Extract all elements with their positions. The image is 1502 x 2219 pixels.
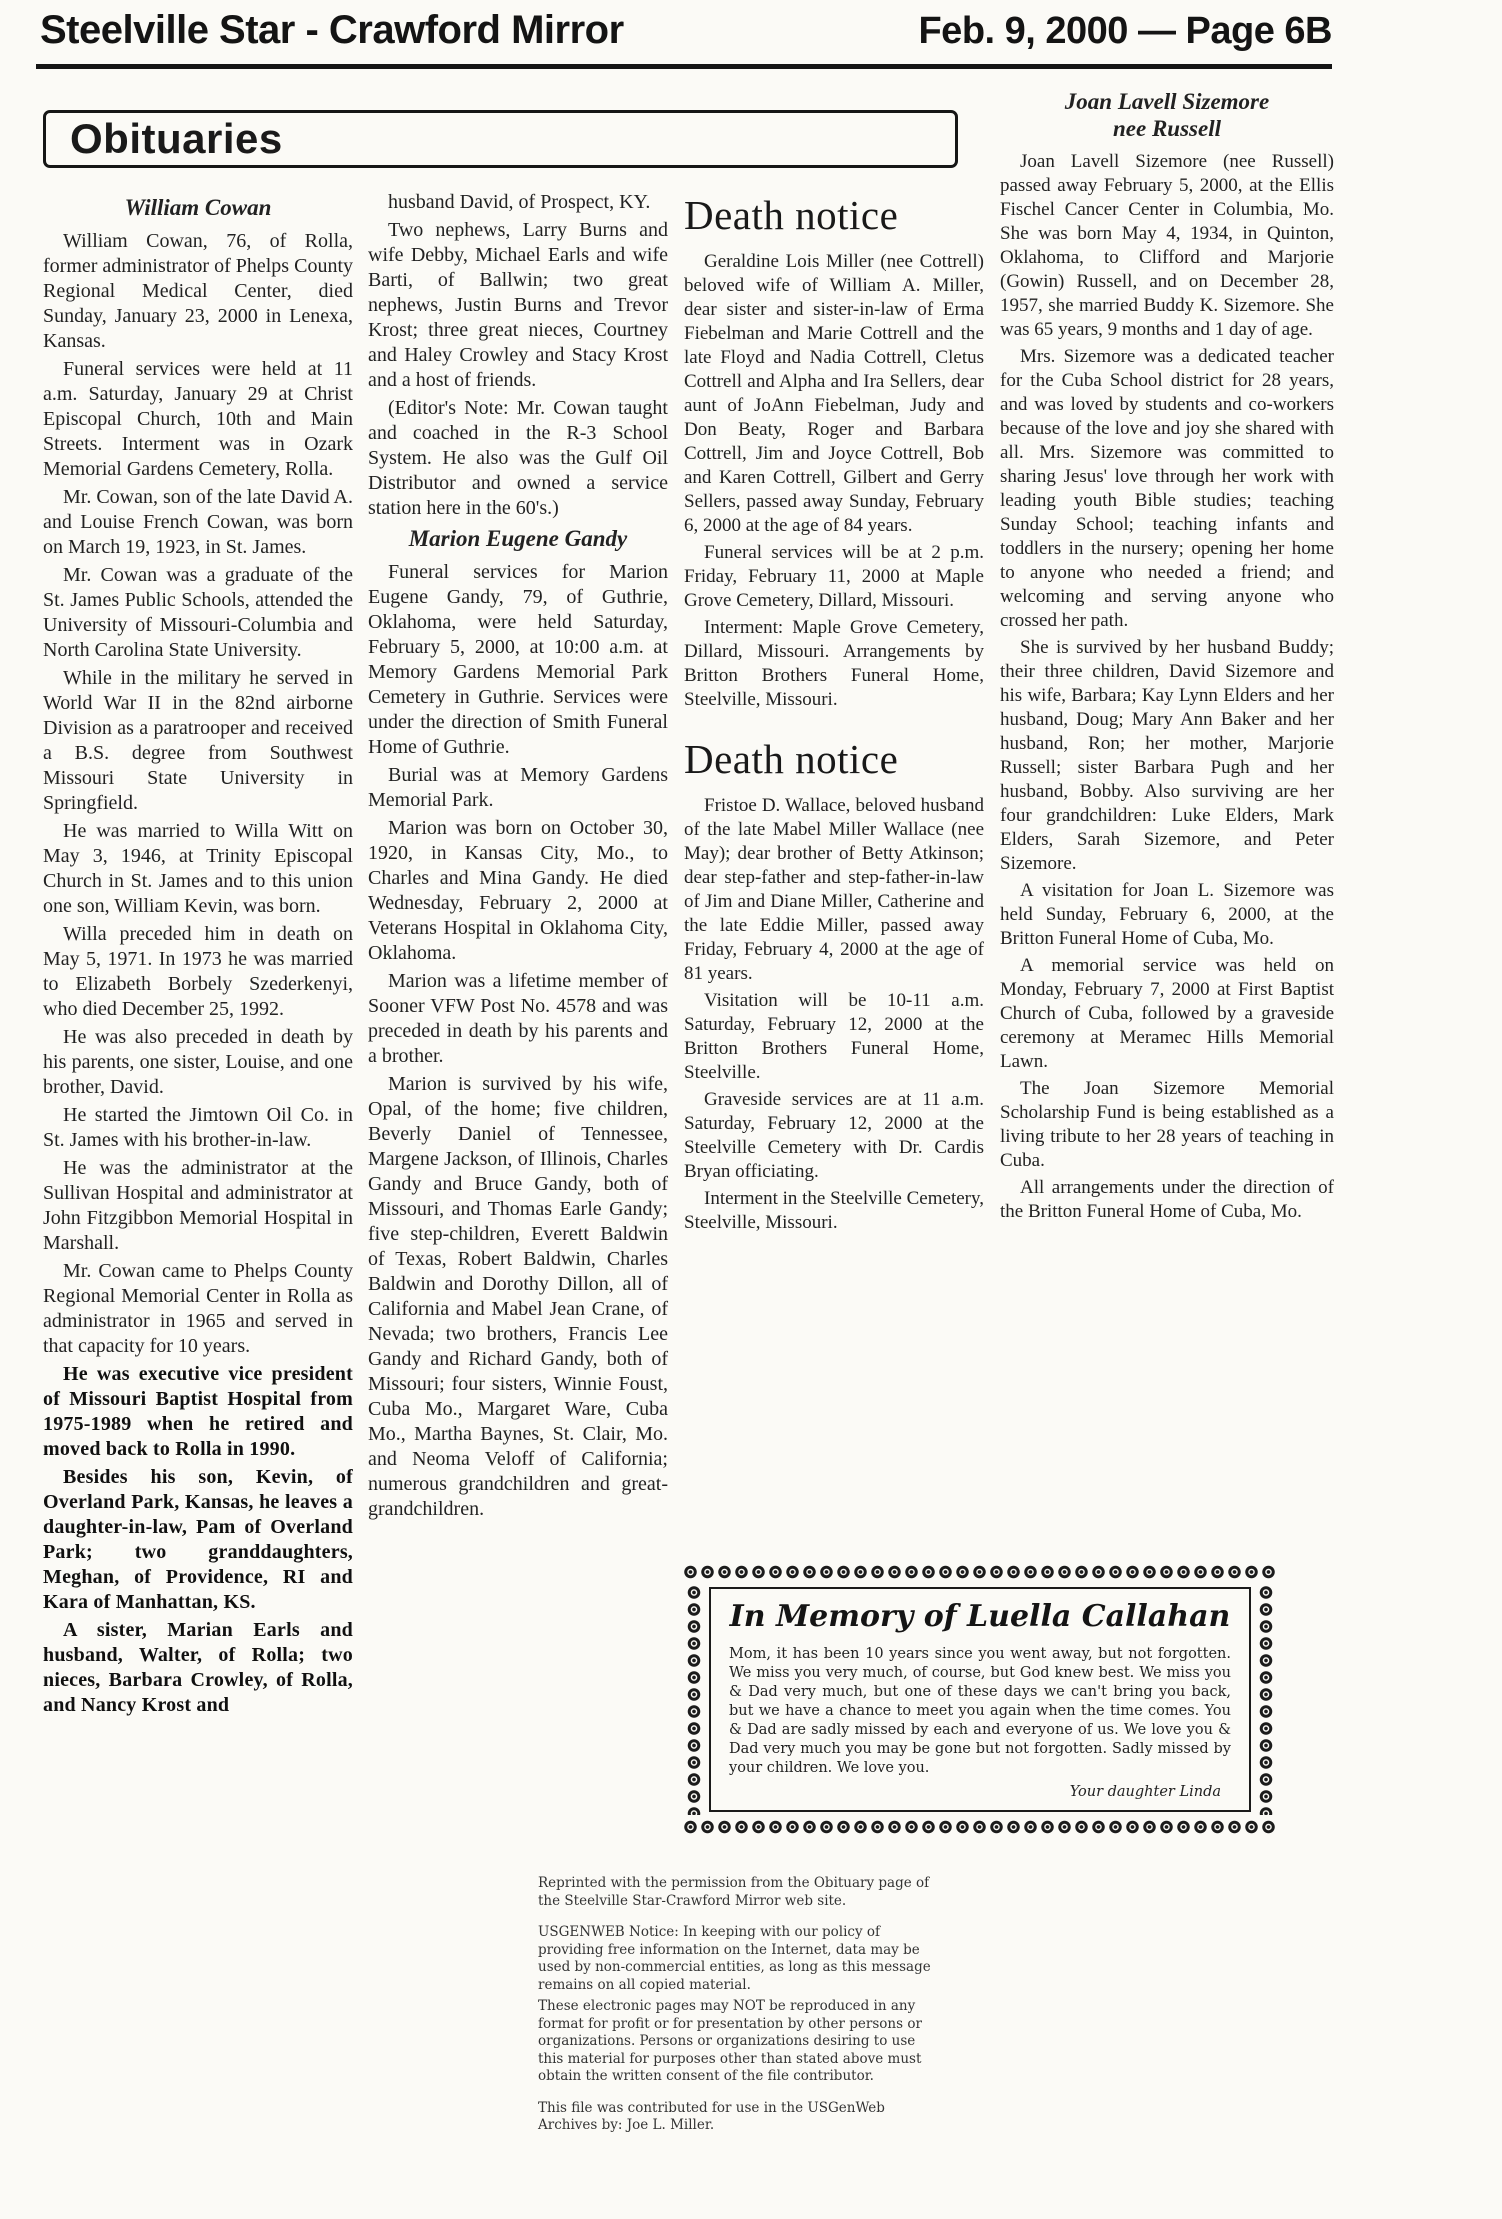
paragraph: Marion was a lifetime member of Sooner VFW Post No. 4578 and was preceded in death by his parents and a brother. xyxy=(368,970,668,1067)
ornamental-border-right xyxy=(1254,1584,1278,1815)
newspaper-title: Steelville Star - Crawford Mirror xyxy=(40,8,624,52)
column-william-cowan xyxy=(43,190,353,1721)
paragraph: husband David, of Prospect, KY. xyxy=(388,191,651,213)
archive-footnotes xyxy=(538,1875,938,2149)
heading-line-2: nee Russell xyxy=(1113,116,1221,141)
column-cowan-continuation-and-gandy xyxy=(368,190,668,1525)
paragraph: He was also preceded in death by his parents, one sister, Louise, and one brother, David. xyxy=(43,1026,353,1098)
paragraph: This file was contributed for use in the USGenWeb Archives by: Joe L. Miller. xyxy=(538,2099,885,2133)
column-death-notices xyxy=(684,190,984,1238)
paragraph: Funeral services will be at 2 p.m. Friday, February 11, 2000 at Maple Grove Cemetery, Dillard, Missouri. xyxy=(684,542,984,611)
paragraph: Two nephews, Larry Burns and wife Debby, Michael Earls and wife Barti, of Ballwin; two great nephews, Justin Burns and Trevor Krost; three great nieces, Courtney and Haley Crowley and Stacy Krost and a host of friends. xyxy=(368,219,668,391)
paragraph: Marion is survived by his wife, Opal, of the home; five children, Beverly Daniel of Tennessee, Margene Jackson, of Illinois, Charles Gandy and Bruce Gandy, both of Missouri, and Thomas Earle Gandy; five step-children, Everett Baldwin of Texas, Robert Baldwin, Charles Baldwin and Dorothy Dillon, all of California and Mabel Jean Crane, of Nevada; two brothers, Francis Lee Gandy and Richard Gandy, both of Missouri; four sisters, Winnie Foust, Cuba Mo., Margaret Ware, Cuba Mo., Martha Baynes, St. Clair, Mo. and Neoma Veloff of California; numerous grandchildren and great-grandchildren. xyxy=(368,1073,668,1520)
obituary-heading-marion-gandy: Marion Eugene Gandy xyxy=(408,526,628,551)
memorial-title: In Memory of Luella Callahan xyxy=(729,1599,1231,1634)
masthead-rule xyxy=(36,64,1332,69)
paragraph: Funeral services for Marion Eugene Gandy, 79, of Guthrie, Oklahoma, were held Saturday, February 5, 2000, at 10:00 a.m. at Memory Gardens Memorial Park Cemetery in Guthrie. Services were under the direction of Smith Funeral Home of Guthrie. xyxy=(368,561,668,758)
paragraph: He was the administrator at the Sullivan Hospital and administrator at John Fitzgibbon Memorial Hospital in Marshall. xyxy=(43,1157,353,1254)
death-notice-heading-wallace: Death notice xyxy=(684,736,899,782)
paragraph: Mrs. Sizemore was a dedicated teacher for the Cuba School district for 28 years, and was loved by students and co-workers because of the love and joy she shared with all. Mrs. Sizemore was committed to sharing Jesus' love through her work with leading youth Bible studies; teaching Sunday School; teaching infants and toddlers in the nursery; opening her home to anyone who needed a friend; and welcoming and serving anyone who crossed her path. xyxy=(1000,346,1334,631)
paragraph: Funeral services were held at 11 a.m. Saturday, January 29 at Christ Episcopal Church, 10th and Main Streets. Interment was in Ozark Memorial Gardens Cemetery, Rolla. xyxy=(43,358,353,480)
paragraph: Joan Lavell Sizemore (nee Russell) passed away February 5, 2000, at the Ellis Fischel Cancer Center in Columbia, Mo. She was born May 4, 1934, in Quinton, Oklahoma, to Clifford and Marjorie (Gowin) Russell, and on December 28, 1957, she married Buddy K. Sizemore. She was 65 years, 9 months and 1 day of age. xyxy=(1000,151,1334,340)
ornamental-border-left xyxy=(682,1584,706,1815)
memorial-middle xyxy=(682,1584,1278,1815)
paragraph: (Editor's Note: Mr. Cowan taught and coached in the R-3 School System. He also was the Gulf Oil Distributor and owned a service station here in the 60's.) xyxy=(368,397,668,519)
paragraph: USGENWEB Notice: In keeping with our policy of providing free information on the Internet, data may be used by non-commercial entities, as long as this message remains on all copied material. xyxy=(538,1924,931,1993)
memorial-inner xyxy=(709,1587,1251,1812)
paragraph: Graveside services are at 11 a.m. Saturday, February 12, 2000 at the Steelville Cemetery with Dr. Cardis Bryan officiating. xyxy=(684,1089,984,1182)
section-title: Obituaries xyxy=(70,115,283,162)
death-notice-body-miller xyxy=(684,250,984,712)
death-notice-body-wallace xyxy=(684,794,984,1235)
paragraph: Marion was born on October 30, 1920, in Kansas City, Mo., to Charles and Mina Gandy. He died Wednesday, February 2, 2000 at Veterans Hospital in Oklahoma City, Oklahoma. xyxy=(368,817,668,964)
paragraph: Fristoe D. Wallace, beloved husband of the late Mabel Miller Wallace (nee May); dear brother of Betty Atkinson; dear step-father and step-father-in-law of Jim and Diane Miller, Catherine and the late Eddie Miller, passed away Friday, February 4, 2000 at the age of 81 years. xyxy=(684,795,984,984)
ornamental-border-top xyxy=(682,1560,1278,1584)
masthead xyxy=(40,8,1332,53)
memorial-box xyxy=(682,1560,1278,1839)
obituary-body-joan-sizemore xyxy=(1000,150,1334,1224)
paragraph: Willa preceded him in death on May 5, 1971. In 1973 he was married to Elizabeth Borbely Szederkenyi, who died December 25, 1992. xyxy=(43,923,353,1020)
obituaries-section-header xyxy=(43,110,958,168)
ornamental-border-bottom xyxy=(682,1815,1278,1839)
paragraph: He was married to Willa Witt on May 3, 1946, at Trinity Episcopal Church in St. James and to this union one son, William Kevin, was born. xyxy=(43,820,353,917)
paragraph: He started the Jimtown Oil Co. in St. James with his brother-in-law. xyxy=(43,1104,353,1151)
obituary-body-cowan-continuation xyxy=(368,190,668,521)
paragraph: Mr. Cowan, son of the late David A. and Louise French Cowan, was born on March 19, 1923, in St. James. xyxy=(43,486,353,558)
obituary-heading-william-cowan: William Cowan xyxy=(124,195,272,220)
paragraph: Besides his son, Kevin, of Overland Park, Kansas, he leaves a daughter-in-law, Pam of Overland Park; two granddaughters, Meghan, of Providence, RI and Kara of Manhattan, KS. xyxy=(43,1466,353,1613)
paragraph: Visitation will be 10-11 a.m. Saturday, February 12, 2000 at the Britton Brothers Funeral Home, Steelville. xyxy=(684,990,984,1083)
paragraph: All arrangements under the direction of the Britton Funeral Home of Cuba, Mo. xyxy=(1000,1177,1334,1222)
paragraph: While in the military he served in World War II in the 82nd airborne Division as a paratrooper and received a B.S. degree from Southwest Missouri State University in Springfield. xyxy=(43,667,353,814)
column-joan-sizemore xyxy=(1000,84,1334,1227)
paragraph: The Joan Sizemore Memorial Scholarship Fund is being established as a living tribute to her 28 years of teaching in Cuba. xyxy=(1000,1078,1334,1171)
paragraph: Interment: Maple Grove Cemetery, Dillard, Missouri. Arrangements by Britton Brothers Funeral Home, Steelville, Missouri. xyxy=(684,617,984,710)
date-page-number: Feb. 9, 2000 — Page 6B xyxy=(918,10,1332,52)
paragraph: A visitation for Joan L. Sizemore was held Sunday, February 6, 2000, at the Britton Funeral Home of Cuba, Mo. xyxy=(1000,880,1334,949)
paragraph: Geraldine Lois Miller (nee Cottrell) beloved wife of William A. Miller, dear sister and sister-in-law of Erma Fiebelman and Marie Cottrell and the late Floyd and Nadia Cottrell, Cletus Cottrell and Alpha and Ira Sellers, dear aunt of JoAnn Fiebelman, Judy and Don Beaty, Roger and Barbara Cottrell, Jim and Joyce Cottrell, Bob and Karen Cottrell, Gilbert and Gerry Sellers, passed away Sunday, February 6, 2000 at the age of 84 years. xyxy=(684,251,984,536)
obituary-body-marion-gandy xyxy=(368,560,668,1522)
paragraph: William Cowan, 76, of Rolla, former administrator of Phelps County Regional Medical Center, died Sunday, January 23, 2000 in Lenexa, Kansas. xyxy=(43,230,353,352)
memorial-message: Mom, it has been 10 years since you went away, but not forgotten. We miss you very much, of course, but God knew best. We miss you & Dad very much, but one of these days we can't bring you back, but we have a chance to meet you again when the time comes. You & Dad are sadly missed by each and everyone of us. We love you & Dad very much you may be gone but not forgotten. Sadly missed by your children. We love you. xyxy=(729,1646,1231,1776)
paragraph: Reprinted with the permission from the Obituary page of the Steelville Star-Crawford Mirror web site. xyxy=(538,1875,930,1909)
heading-line-1: Joan Lavell Sizemore xyxy=(1064,89,1270,114)
death-notice-heading-miller: Death notice xyxy=(684,192,899,238)
obituary-body-william-cowan xyxy=(43,229,353,1718)
paragraph: A sister, Marian Earls and husband, Walter, of Rolla; two nieces, Barbara Crowley, of Rolla, and Nancy Krost and xyxy=(43,1619,353,1716)
paragraph: A memorial service was held on Monday, February 7, 2000 at First Baptist Church of Cuba, followed by a graveside ceremony at Meramec Hills Memorial Lawn. xyxy=(1000,955,1334,1072)
paragraph: She is survived by her husband Buddy; their three children, David Sizemore and his wife, Barbara; Kay Lynn Elders and her husband, Doug; Mary Ann Baker and her husband, Ron; her mother, Marjorie Russell; sister Barbara Pugh and her husband, Bobby. Also surviving are her four grandchildren: Luke Elders, Mark Elders, Sarah Sizemore, and Peter Sizemore. xyxy=(1000,637,1334,874)
paragraph: Interment in the Steelville Cemetery, Steelville, Missouri. xyxy=(684,1188,984,1233)
paragraph: Burial was at Memory Gardens Memorial Park. xyxy=(368,764,668,811)
memorial-signature: Your daughter Linda xyxy=(1069,1784,1221,1800)
obituary-heading-joan-sizemore xyxy=(1000,88,1334,142)
paragraph: Mr. Cowan was a graduate of the St. James Public Schools, attended the University of Missouri-Columbia and North Carolina State University. xyxy=(43,564,353,661)
paragraph: Mr. Cowan came to Phelps County Regional Memorial Center in Rolla as administrator in 1965 and served in that capacity for 10 years. xyxy=(43,1260,353,1357)
paragraph: These electronic pages may NOT be reproduced in any format for profit or for presentation by other persons or organizations. Persons or organizations desiring to use this material for purposes other than stated above must obtain the written consent of the file contributor. xyxy=(538,1998,922,2084)
paragraph: He was executive vice president of Missouri Baptist Hospital from 1975-1989 when he retired and moved back to Rolla in 1990. xyxy=(43,1363,353,1460)
